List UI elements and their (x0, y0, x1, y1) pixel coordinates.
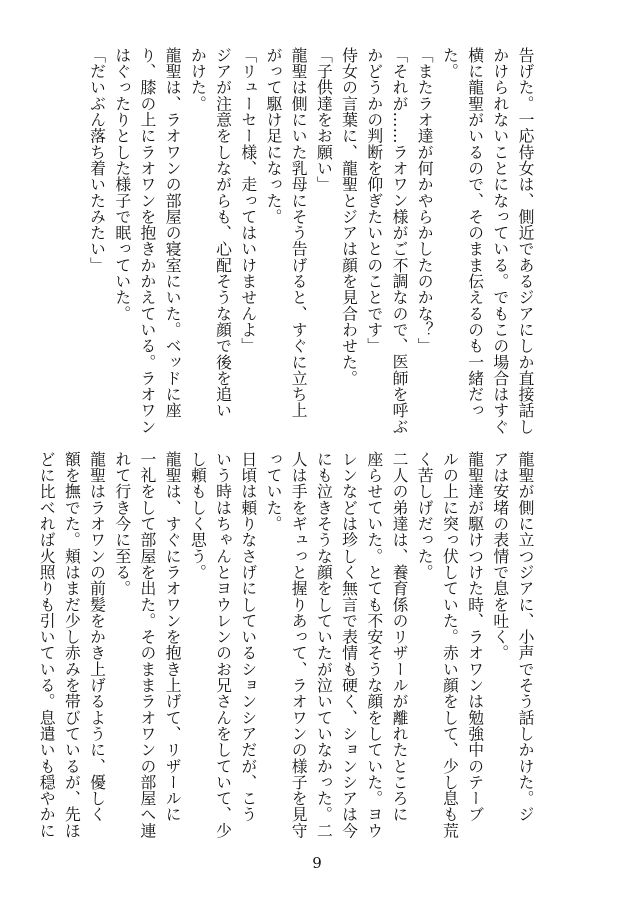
text-line: どに比べれば火照りも引いている。息遣いも穏やかに (37, 451, 57, 839)
text-line: レンなどは珍しく無言で表情も硬く、ションシアは今 (339, 451, 359, 839)
page-number: 9 (312, 854, 322, 872)
text-line: た。 (440, 47, 460, 80)
lower-text-block (34, 451, 538, 839)
text-line: 龍聖が側に立つジアに、小声でそう話しかけた。ジ (516, 451, 535, 823)
text-line: 一礼をして部屋を出た。そのままラオワンの部屋へ連 (137, 451, 157, 839)
text-line: 座らせていた。とても不安そうな顔をしていた。ヨウ (364, 451, 384, 839)
text-line: ルの上に突っ伏していた。赤い顔をして、少し息も荒 (440, 451, 460, 839)
text-line: 人は手をギュっと握りあって、ラオワンの様子を見守 (289, 451, 309, 839)
text-line: 龍聖達が駆けつけた時、ラオワンは勉強中のテーブ (465, 451, 485, 823)
upper-text-block (84, 47, 538, 435)
text-line: っていた。 (263, 451, 283, 532)
text-line: れて行き今に至る。 (112, 451, 132, 597)
text-line: ジアが注意をしながらも、心配そうな顔で後を追い (213, 47, 233, 419)
text-line: 「だいぶん落ち着いたみたい」 (87, 47, 107, 274)
text-line: にも泣きそうな顔をしていたが泣いていなかった。二 (314, 451, 334, 839)
text-line: かけた。 (188, 47, 208, 112)
text-line: かけられないことになっている。でもこの場合はすぐ (490, 47, 510, 435)
text-line: り、膝の上にラオワンを抱きかかえている。ラオワン (137, 47, 157, 435)
text-line: 侍女の言葉に、龍聖とジアは顔を見合わせた。 (339, 47, 359, 387)
text-line: 日頃は頼りなさげにしているションシアだが、こう (238, 451, 258, 823)
text-line: く苦しげだった。 (415, 451, 435, 581)
text-line: 額を撫でた。頬はまだ少し赤みを帯びているが、先ほ (62, 451, 82, 839)
text-line: 「またラオ達が何かやらかしたのかな？」 (415, 47, 435, 354)
text-line: 龍聖は、すぐにラオワンを抱き上げて、リザールに (163, 451, 183, 823)
text-line: 「子供達をお願い」 (314, 47, 334, 193)
text-line: 二人の弟達は、養育係のリザールが離れたところに (389, 451, 409, 823)
text-line: 横に龍聖がいるので、そのまま伝えるのも一緒だっ (465, 47, 485, 419)
text-line: 龍聖は、ラオワンの部屋の寝室にいた。ベッドに座 (163, 47, 183, 419)
text-line: 「リューセー様、走ってはいけませんよ」 (238, 47, 258, 354)
text-line: 龍聖はラオワンの前髪をかき上げるように、優しく (87, 451, 107, 823)
text-line: 「それが……ラオワン様がご不調なので、医師を呼ぶ (389, 47, 409, 435)
text-line: がって駆け足になった。 (263, 47, 283, 225)
text-line: かどうかの判断を仰ぎたいとのことです」 (364, 47, 384, 354)
text-line: いう時はちゃんとヨウレンのお兄さんをしていて、少 (213, 451, 233, 839)
text-line: 龍聖は側にいた乳母にそう告げると、すぐに立ち上 (289, 47, 309, 419)
text-line: はぐったりとした様子で眠っていた。 (112, 47, 132, 322)
text-line: 告げた。一応侍女は、側近であるジアにしか直接話し (516, 47, 535, 435)
text-line: アは安堵の表情で息を吐く。 (490, 451, 510, 661)
text-line: し頼もしく思う。 (188, 451, 208, 581)
